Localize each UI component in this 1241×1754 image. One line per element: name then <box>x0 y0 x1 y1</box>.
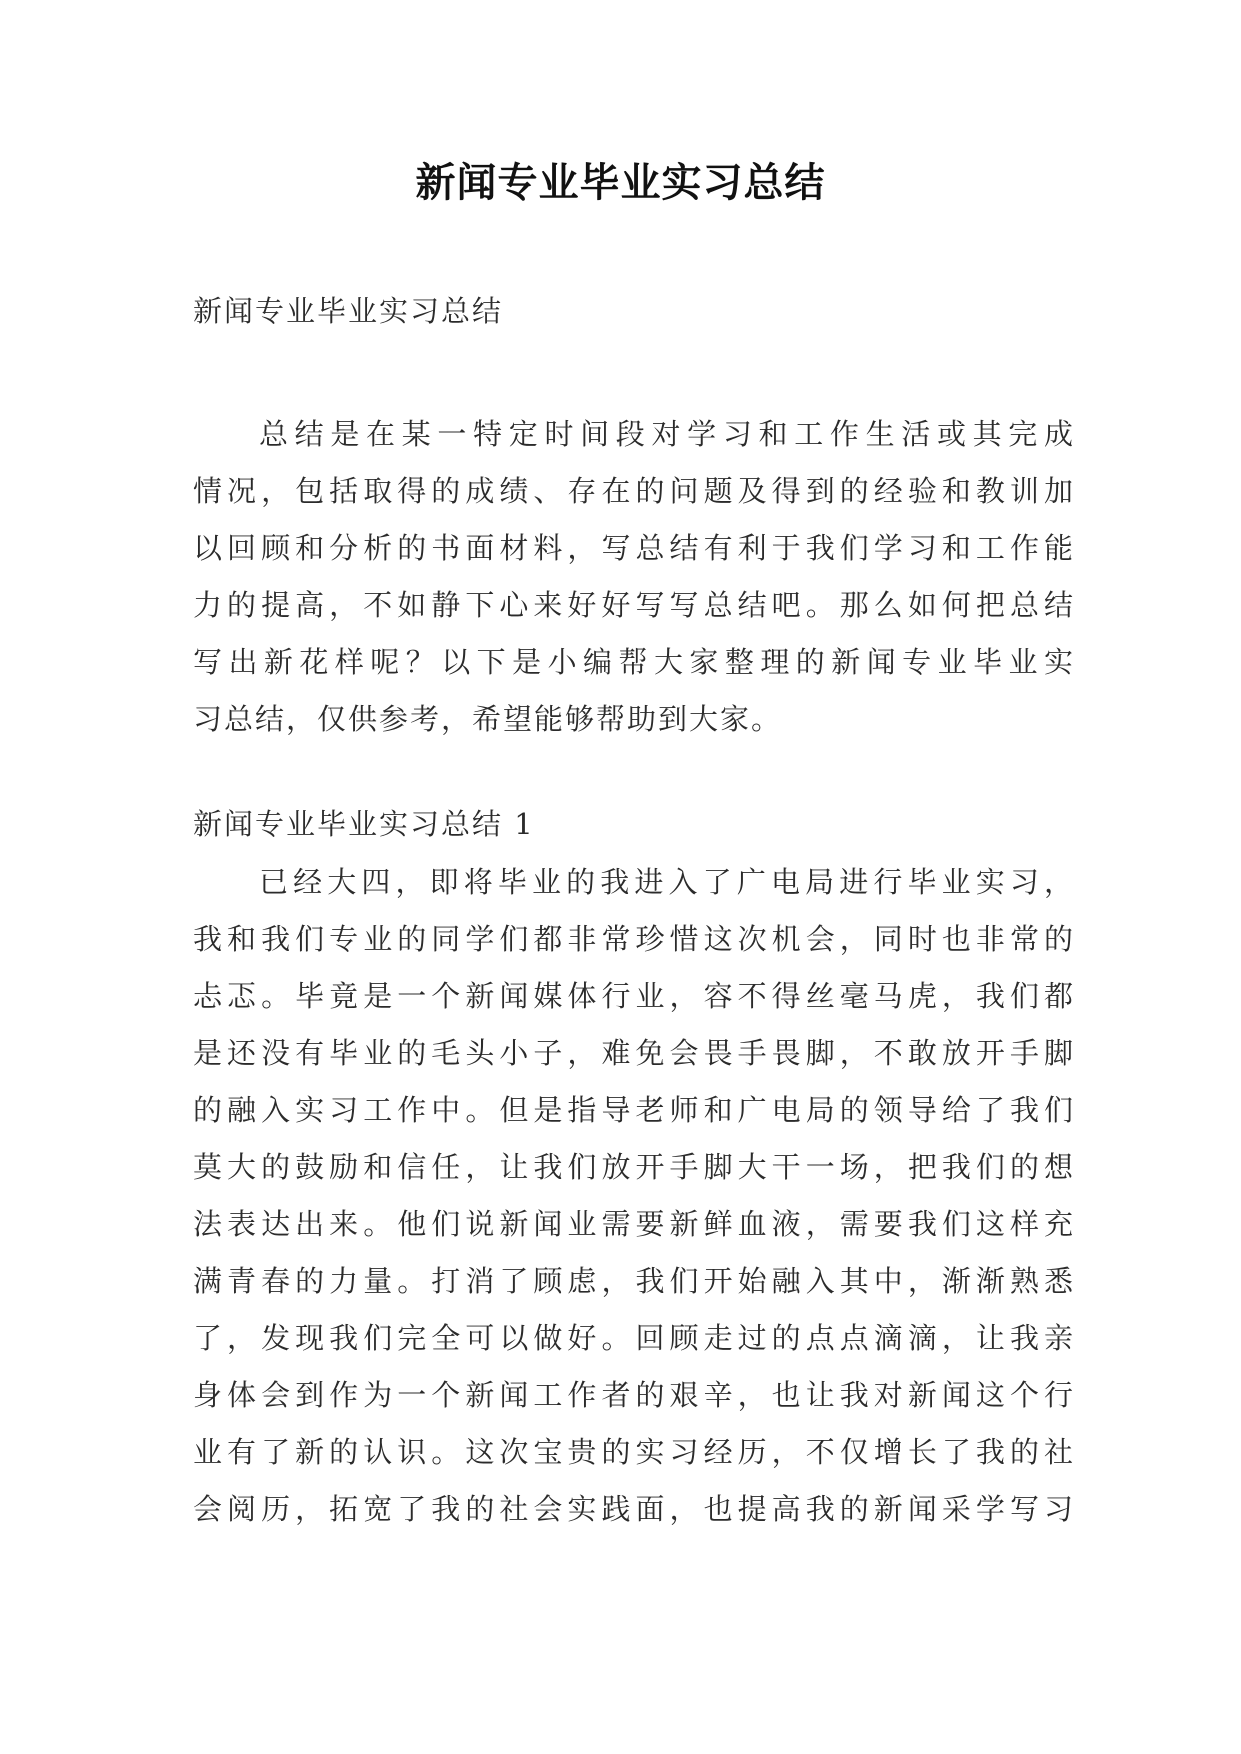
section-1-paragraph <box>193 854 1073 1538</box>
intro-paragraph <box>193 406 1073 748</box>
document-subtitle: 新闻专业毕业实习总结 <box>193 294 504 328</box>
section-line: 已经大四，即将毕业的我进入了广电局进行毕业实习， <box>259 865 1073 899</box>
section-heading: 新闻专业毕业实习总结 1 <box>193 807 535 841</box>
section-line: 法表达出来。他们说新闻业需要新鲜血液，需要我们这样充 <box>193 1207 1073 1241</box>
intro-line: 总结是在某一特定时间段对学习和工作生活或其完成 <box>259 417 1073 451</box>
document-title: 新闻专业毕业实习总结 <box>415 159 826 206</box>
intro-line: 力的提高，不如静下心来好好写写总结吧。那么如何把总结 <box>193 588 1073 622</box>
section-line: 莫大的鼓励和信任，让我们放开手脚大干一场，把我们的想 <box>193 1150 1073 1184</box>
section-line: 身体会到作为一个新闻工作者的艰辛，也让我对新闻这个行 <box>193 1378 1073 1412</box>
intro-line: 情况，包括取得的成绩、存在的问题及得到的经验和教训加 <box>193 474 1073 508</box>
section-line: 会阅历，拓宽了我的社会实践面，也提高我的新闻采学写习 <box>193 1492 1073 1526</box>
intro-line: 习总结，仅供参考，希望能够帮助到大家。 <box>193 702 783 736</box>
intro-line: 以回顾和分析的书面材料，写总结有利于我们学习和工作能 <box>193 531 1073 565</box>
section-line: 满青春的力量。打消了顾虑，我们开始融入其中，渐渐熟悉 <box>193 1264 1073 1298</box>
section-line: 忐忑。毕竟是一个新闻媒体行业，容不得丝毫马虎，我们都 <box>193 979 1073 1013</box>
section-line: 我和我们专业的同学们都非常珍惜这次机会，同时也非常的 <box>193 922 1073 956</box>
section-line: 是还没有毕业的毛头小子，难免会畏手畏脚，不敢放开手脚 <box>193 1036 1073 1070</box>
section-line: 了，发现我们完全可以做好。回顾走过的点点滴滴，让我亲 <box>193 1321 1073 1355</box>
section-line: 业有了新的认识。这次宝贵的实习经历，不仅增长了我的社 <box>193 1435 1073 1469</box>
section-line: 的融入实习工作中。但是指导老师和广电局的领导给了我们 <box>193 1093 1073 1127</box>
intro-line: 写出新花样呢？以下是小编帮大家整理的新闻专业毕业实 <box>193 645 1073 679</box>
